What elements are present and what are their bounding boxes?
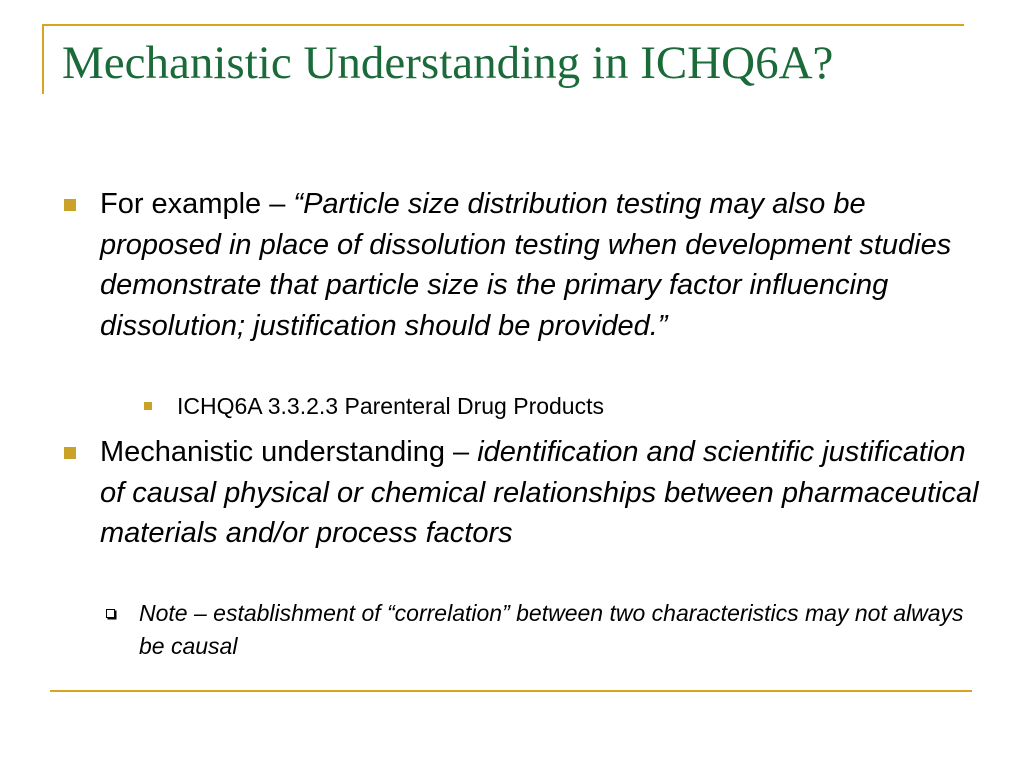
top-rule <box>42 24 964 26</box>
bullet-1-text <box>100 184 980 346</box>
bullet-2-lead: Mechanistic understanding – <box>100 436 478 468</box>
square-bullet-icon <box>64 199 76 211</box>
slide-title: Mechanistic Understanding in ICHQ6A? <box>62 37 834 89</box>
bullet-1-quote: “Particle size distribution testing may also be proposed in place of dissolution testing when development studies demonstrate that particle size is the primary factor influencing dissolution; justification should be provided.” <box>100 188 952 342</box>
bullet-2-text <box>100 432 980 554</box>
bullet-2-sub <box>139 597 969 663</box>
bullet-2-definition: identification and scientific justification of causal physical or chemical relationships between pharmaceutical materials and/or process factors <box>100 436 979 549</box>
left-rule <box>42 24 44 94</box>
bottom-rule <box>50 690 972 692</box>
hollow-square-bullet-icon <box>106 609 115 618</box>
bullet-1-sub: ICHQ6A 3.3.2.3 Parenteral Drug Products <box>177 393 604 419</box>
square-bullet-icon <box>64 447 76 459</box>
bullet-2-note: Note – establishment of “correlation” between two characteristics may not always be causal <box>139 600 964 659</box>
bullet-1-lead: For example – <box>100 188 294 220</box>
small-square-bullet-icon <box>144 402 152 410</box>
